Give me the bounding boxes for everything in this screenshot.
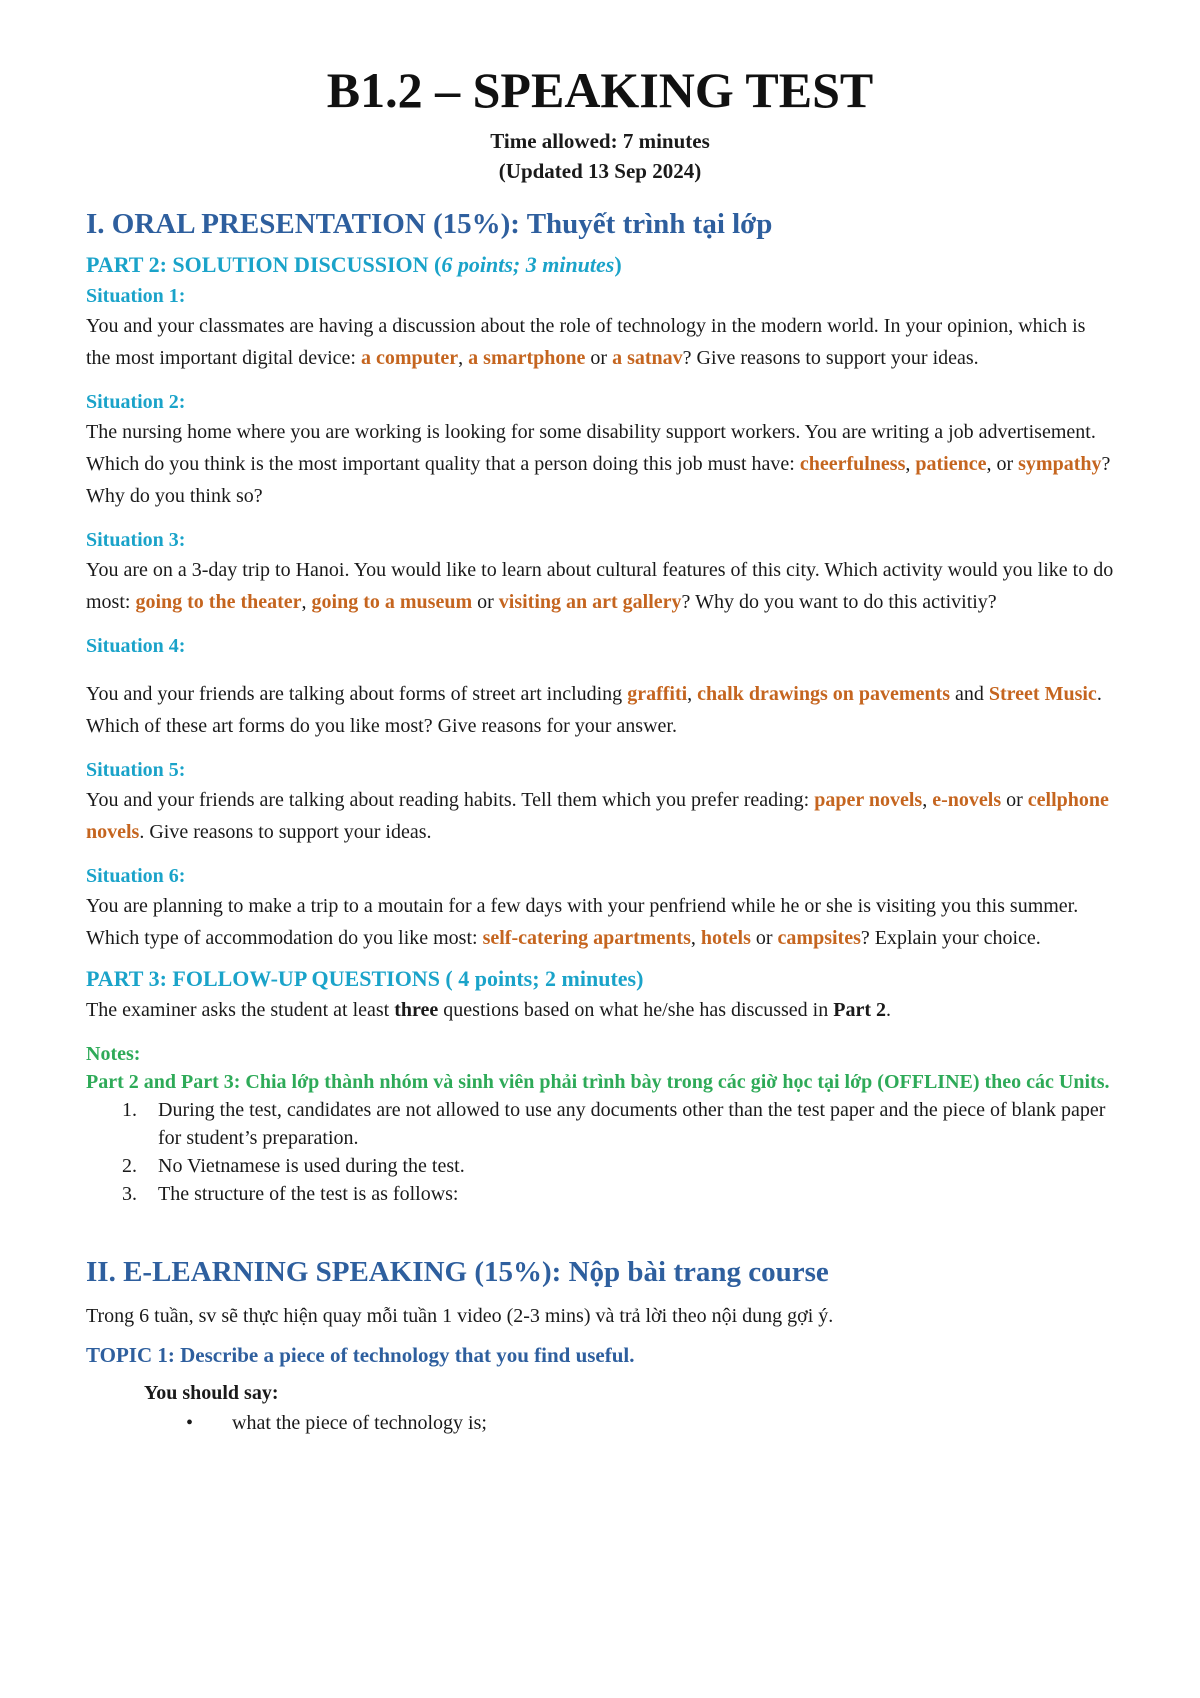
option-self-catering: self-catering apartments	[482, 927, 691, 949]
part2-close: )	[614, 252, 622, 277]
text-span: ,	[922, 789, 933, 811]
text-span: . Which of these art forms do you like most? Give reasons for your answer.	[86, 683, 1102, 737]
topic-bullets	[86, 1408, 1114, 1438]
option-e-novels: e-novels	[932, 789, 1002, 811]
part2-heading	[86, 250, 1114, 280]
option-cheerfulness: cheerfulness	[799, 453, 906, 475]
you-should-say: You should say:	[144, 1382, 279, 1404]
text-span: You and your friends are talking about forms of street art including	[86, 683, 628, 705]
option-sympathy: sympathy	[1018, 453, 1102, 475]
part3-heading: PART 3: FOLLOW-UP QUESTIONS ( 4 points; 2 minutes)	[86, 966, 644, 991]
situation-3-label: Situation 3:	[86, 529, 186, 551]
text-span: You are on a 3-day trip to Hanoi. You would like to learn about cultural features of this city. Which activity would you like to do most:	[86, 559, 1114, 613]
option-museum: going to a museum	[311, 591, 473, 613]
option-theater: going to the theater	[135, 591, 302, 613]
text-span: ? Explain your choice.	[860, 927, 1041, 949]
text-span: You and your friends are talking about reading habits. Tell them which you prefer reading:	[86, 789, 815, 811]
section1-heading: I. ORAL PRESENTATION (15%): Thuyết trình tại lớp	[86, 208, 773, 240]
list-number: 2.	[122, 1155, 137, 1177]
part2-detail: 6 points; 3 minutes	[441, 252, 615, 277]
text-span: ,	[301, 591, 312, 613]
text-span: The examiner asks the student at least	[86, 999, 395, 1021]
rules-list	[86, 1096, 1114, 1208]
text-span: questions based on what he/she has discussed in	[438, 999, 834, 1021]
situation-2-label: Situation 2:	[86, 391, 186, 413]
option-graffiti: graffiti	[627, 683, 688, 705]
text-span: or	[585, 347, 613, 369]
situation-1-label: Situation 1:	[86, 285, 186, 307]
text-span: You and your classmates are having a discussion about the role of technology in the modern world. In your opinion, which is the most important digital device:	[86, 315, 1086, 369]
topic-1-heading: TOPIC 1: Describe a piece of technology that you find useful.	[86, 1343, 635, 1367]
text-span: . Give reasons to support your ideas.	[139, 821, 432, 843]
list-text: what the piece of technology is;	[232, 1412, 487, 1434]
text-span: or	[1001, 789, 1028, 811]
situation-6-text	[86, 890, 1114, 954]
text-span: ,	[687, 683, 698, 705]
situation-2-text	[86, 416, 1114, 512]
text-span: You are planning to make a trip to a moutain for a few days with your penfriend while he or she is visiting you this summer. Which type of accommodation do you like most:	[86, 895, 1079, 949]
notes-label: Notes:	[86, 1043, 141, 1065]
option-paper-novels: paper novels	[814, 789, 923, 811]
situation-3-text	[86, 554, 1114, 618]
option-satnav: a satnav	[612, 347, 683, 369]
section2-heading: II. E-LEARNING SPEAKING (15%): Nộp bài trang course	[86, 1256, 829, 1288]
list-text: The structure of the test is as follows:	[158, 1183, 459, 1205]
text-span: .	[886, 999, 892, 1021]
part3-text	[86, 994, 1114, 1026]
list-text: No Vietnamese is used during the test.	[158, 1155, 465, 1177]
list-number: 1.	[122, 1099, 137, 1121]
option-street-music: Street Music	[988, 683, 1097, 705]
text-span: ? Why do you want to do this activitiy?	[681, 591, 997, 613]
list-item	[86, 1408, 1114, 1438]
part2-label: PART 2: SOLUTION DISCUSSION (	[86, 252, 442, 277]
option-computer: a computer	[360, 347, 459, 369]
bold-three: three	[394, 999, 439, 1021]
option-art-gallery: visiting an art gallery	[498, 591, 682, 613]
text-span: or	[750, 927, 778, 949]
situation-1-text	[86, 310, 1114, 374]
situation-5-label: Situation 5:	[86, 759, 186, 781]
text-span: ,	[458, 347, 469, 369]
section2-intro: Trong 6 tuần, sv sẽ thực hiện quay mỗi tuần 1 video (2-3 mins) và trả lời theo nội dung gợi ý.	[86, 1305, 834, 1327]
list-item	[86, 1096, 1114, 1152]
text-span: ? Why do you think so?	[86, 453, 1111, 507]
bold-part2: Part 2	[833, 999, 887, 1021]
option-smartphone: a smartphone	[468, 347, 586, 369]
text-span: ,	[690, 927, 701, 949]
text-span: ? Give reasons to support your ideas.	[682, 347, 979, 369]
list-text: During the test, candidates are not allowed to use any documents other than the test paper and the piece of blank paper for student’s preparation.	[158, 1099, 1106, 1149]
option-campsites: campsites	[777, 927, 861, 949]
time-allowed: Time allowed: 7 minutes	[490, 129, 710, 153]
document-title: B1.2 – SPEAKING TEST	[326, 62, 874, 118]
option-patience: patience	[915, 453, 987, 475]
list-item	[86, 1180, 1114, 1208]
option-cellphone-novels: cellphone novels	[86, 789, 1109, 843]
situation-6-label: Situation 6:	[86, 865, 186, 887]
situation-4-label: Situation 4:	[86, 635, 186, 657]
notes-text: Part 2 and Part 3: Chia lớp thành nhóm và sinh viên phải trình bày trong các giờ học tại lớp (OFFLINE) theo các Units.	[86, 1071, 1110, 1093]
situation-5-text	[86, 784, 1114, 848]
option-chalk-drawings: chalk drawings on pavements	[697, 683, 950, 705]
option-hotels: hotels	[700, 927, 751, 949]
text-span: The nursing home where you are working is looking for some disability support workers. You are writing a job advertisement. Which do you think is the most important quality that a person doing this job must have:	[86, 421, 1096, 475]
text-span: , or	[986, 453, 1019, 475]
text-span: and	[949, 683, 989, 705]
list-item	[86, 1152, 1114, 1180]
bullet-icon: •	[186, 1412, 194, 1434]
situation-4-text	[86, 678, 1114, 742]
updated-date: (Updated 13 Sep 2024)	[498, 159, 702, 183]
text-span: ,	[905, 453, 916, 475]
list-number: 3.	[122, 1183, 137, 1205]
text-span: or	[472, 591, 499, 613]
